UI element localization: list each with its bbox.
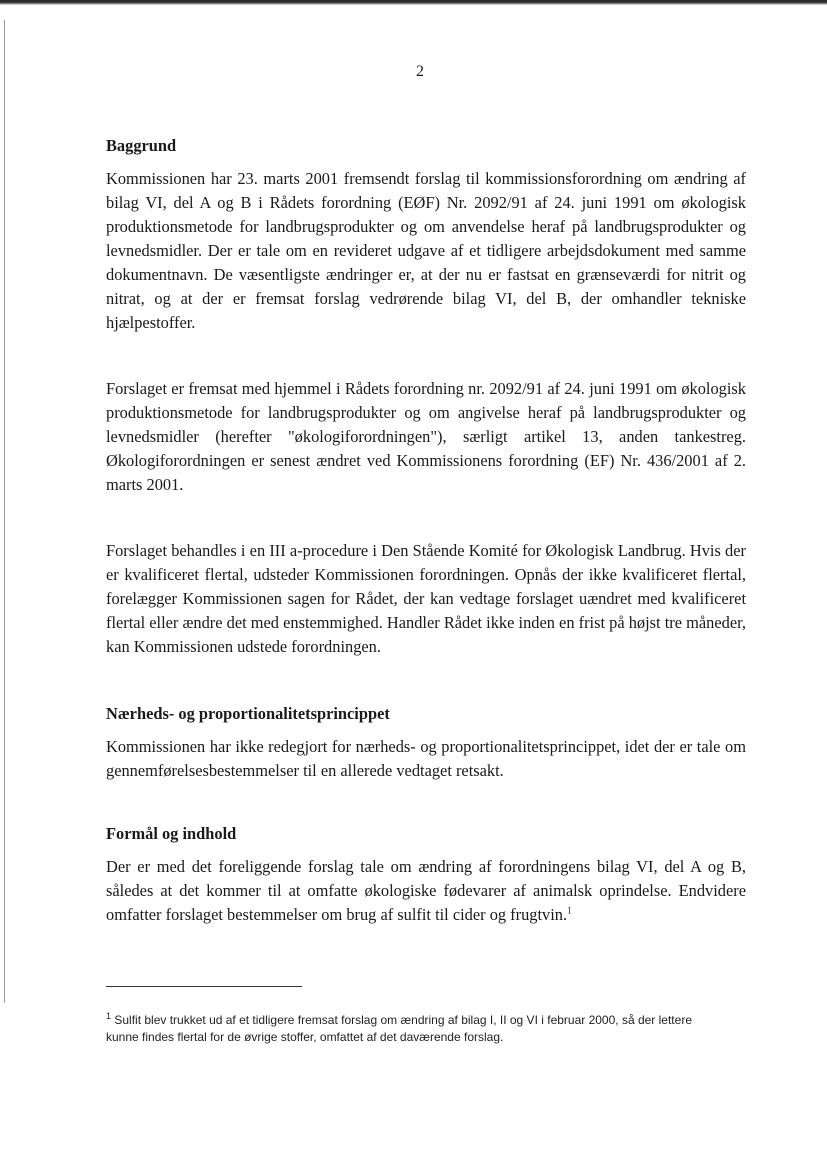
section-heading-formaal: Formål og indhold: [106, 824, 237, 843]
scan-top-edge: [0, 0, 827, 5]
footnote-marker: 1: [106, 1011, 112, 1021]
document-body: [106, 135, 746, 927]
section-heading-naerhed: Nærheds- og proportionalitetsprincippet: [106, 704, 390, 723]
footnote-divider: [106, 986, 302, 987]
paragraph-baggrund-1: Kommissionen har 23. marts 2001 fremsendt forslag til kommissionsforordning om ændring af bilag VI, del A og B i Rådets forordning (EØF) Nr. 2092/91 af 24. juni 1991 om økologisk produktionsmetode for landbrugsprodukter og om anvendelse heraf på landbrugsprodukter og levnedsmidler. Der er tale om en revideret udgave af et tidligere arbejdsdokument med samme dokumentnavn. De væsentligste ændringer er, at der nu er fastsat en grænseværdi for nitrit og nitrat, og at der er fremsat forslag vedrørende bilag VI, del B, der omhandler tekniske hjælpestoffer.: [106, 169, 746, 332]
scan-left-edge: [4, 20, 5, 1003]
section-heading-baggrund: Baggrund: [106, 136, 177, 155]
paragraph-formaal-1-text: Der er med det foreliggende forslag tale om ændring af forordningens bilag VI, del A og B, således at det kommer til at omfatte økologiske fødevarer af animalsk oprindelse. Endvidere omfatter forslaget bestemmelser om brug af sulfit til cider og frugtvin.: [106, 857, 746, 924]
paragraph-baggrund-3: Forslaget behandles i en III a-procedure i Den Stående Komité for Økologisk Landbrug. Hvis der er kvalificeret flertal, udsteder Kommissionen forordningen. Opnås der ikke kvalificeret flertal, forelægger Kommissionen sagen for Rådet, der kan vedtage forslaget uændret med kvalificeret flertal eller ændre det med enstemmighed. Handler Rådet ikke inden en frist på højst tre måneder, kan Kommissionen udstede forordningen.: [106, 541, 746, 656]
footnote-reference: 1: [567, 905, 572, 916]
footnote-text: Sulfit blev trukket ud af et tidligere fremsat forslag om ændring af bilag I, II og VI i februar 2000, så der lettere kunne findes flertal for de øvrige stoffer, omfattet af det daværende forslag.: [106, 1013, 692, 1044]
footnote: [106, 1012, 726, 1046]
paragraph-naerhed-1: Kommissionen har ikke redegjort for nærheds- og proportionalitetsprincippet, idet der er tale om gennemførelsesbestemmelser til en allerede vedtaget retsakt.: [106, 737, 746, 780]
page-number: 2: [416, 63, 424, 80]
paragraph-formaal-1: [106, 855, 746, 927]
paragraph-baggrund-2: Forslaget er fremsat med hjemmel i Rådets forordning nr. 2092/91 af 24. juni 1991 om økologisk produktionsmetode for landbrugsprodukter og om angivelse heraf på landbrugsprodukter og levnedsmidler (herefter "økologiforordningen"), særligt artikel 13, anden tankestreg. Økologiforordningen er senest ændret ved Kommissionens forordning (EF) Nr. 436/2001 af 2. marts 2001.: [106, 379, 746, 494]
